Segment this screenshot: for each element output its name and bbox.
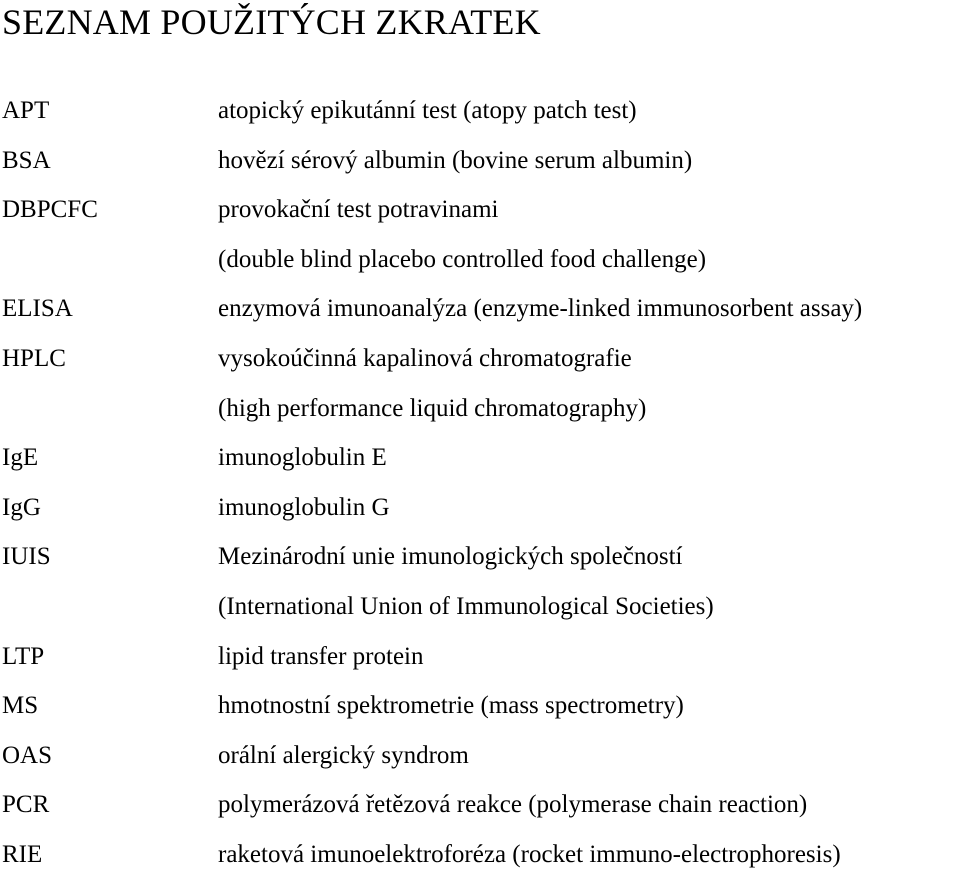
abbreviation: MS <box>2 692 39 720</box>
abbreviation-meaning: polymerázová řetězová reakce (polymerase chain reaction) <box>218 791 808 819</box>
abbreviation: IgG <box>2 493 41 521</box>
abbreviation-meaning: hovězí sérový albumin (bovine serum albumin) <box>218 146 693 174</box>
abbreviation-meaning: lipid transfer protein <box>218 642 424 670</box>
abbreviation-meaning: vysokoúčinná kapalinová chromatografie <box>218 345 632 372</box>
abbreviation: RIE <box>2 841 43 868</box>
list-item <box>0 146 960 196</box>
list-item <box>0 294 960 344</box>
list-item <box>0 691 960 741</box>
abbreviation-meaning: atopický epikutánní test (atopy patch test) <box>218 97 637 124</box>
abbreviation: APT <box>2 97 50 124</box>
abbreviation: IgE <box>2 444 39 472</box>
abbreviation-meaning: (International Union of Immunological Societies) <box>218 593 714 620</box>
abbreviation-meaning: imunoglobulin E <box>218 444 387 472</box>
abbreviation: PCR <box>2 791 50 819</box>
abbreviation: LTP <box>2 642 45 670</box>
abbreviation-meaning: (high performance liquid chromatography) <box>218 394 647 422</box>
abbreviation: OAS <box>2 741 53 769</box>
abbreviation-meaning: orální alergický syndrom <box>218 741 469 769</box>
list-item <box>0 96 960 146</box>
abbreviation-meaning: Mezinárodní unie imunologických společností <box>218 543 683 571</box>
list-item <box>0 493 960 543</box>
abbreviation: IUIS <box>2 543 51 571</box>
abbreviation-meaning: enzymová imunoanalýza (enzyme-linked immunosorbent assay) <box>218 295 863 323</box>
abbreviation: HPLC <box>2 345 66 372</box>
list-item <box>0 443 960 493</box>
abbreviation: DBPCFC <box>2 196 98 224</box>
abbreviation: BSA <box>2 146 51 174</box>
abbreviation: ELISA <box>2 295 73 323</box>
list-item <box>0 542 960 592</box>
list-item <box>0 195 960 245</box>
abbreviation-meaning: (double blind placebo controlled food challenge) <box>218 245 707 273</box>
abbreviation-meaning: imunoglobulin G <box>218 493 390 521</box>
abbreviation-meaning: provokační test potravinami <box>218 196 499 224</box>
list-item <box>0 741 960 791</box>
list-item <box>0 840 960 890</box>
list-item <box>0 642 960 692</box>
list-item <box>0 394 960 444</box>
list-item <box>0 245 960 295</box>
abbreviation-meaning: raketová imunoelektroforéza (rocket immuno-electrophoresis) <box>218 841 841 868</box>
page-title: SEZNAM POUŽITÝCH ZKRATEK <box>2 2 541 42</box>
list-item <box>0 790 960 840</box>
abbreviation-meaning: hmotnostní spektrometrie (mass spectrometry) <box>218 692 684 720</box>
list-item <box>0 592 960 642</box>
list-item <box>0 344 960 394</box>
